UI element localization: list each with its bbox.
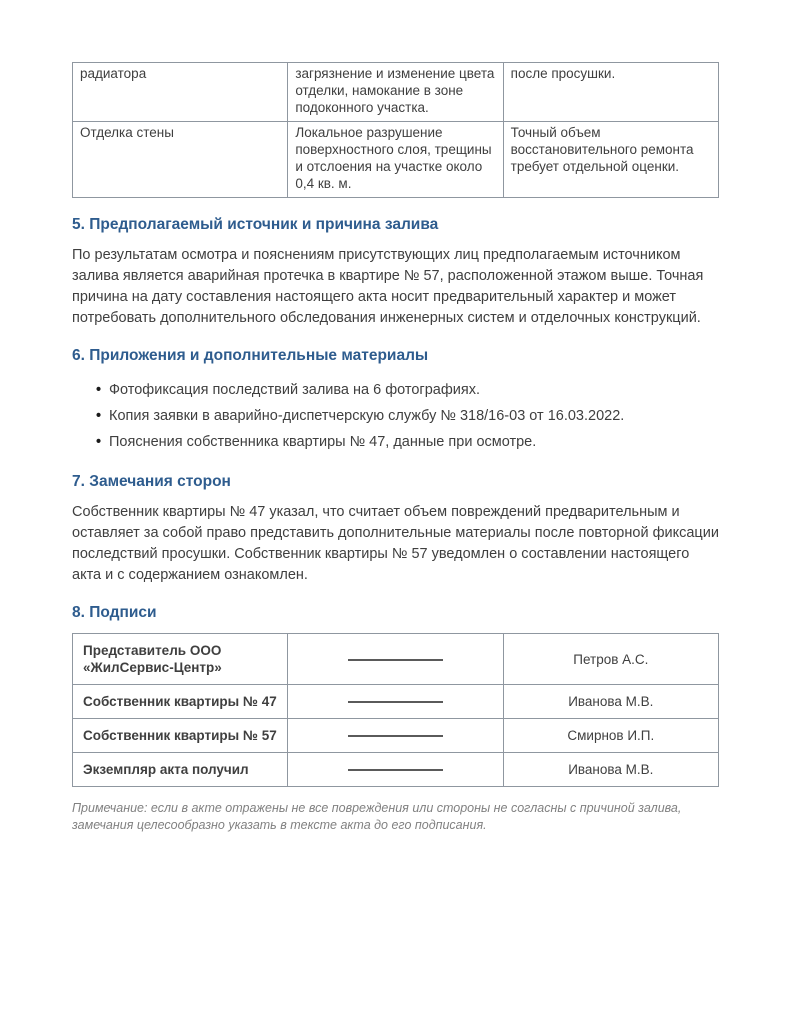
signature-name: Смирнов И.П. [503,719,718,753]
signature-name: Иванова М.В. [503,685,718,719]
signature-line-cell [288,634,503,685]
table-row [73,634,719,685]
section-heading-remarks: 7. Замечания сторон [72,473,231,490]
list-item-text: Пояснения собственника квартиры № 47, данные при осмотре. [109,434,537,450]
signature-role: Собственник квартиры № 57 [73,719,288,753]
signature-name: Иванова М.В. [503,753,718,787]
signature-role: Представитель ООО «ЖилСервис-Центр» [73,634,288,685]
attachments-list [72,377,719,455]
signature-line [348,701,443,703]
section-heading-signatures: 8. Подписи [72,604,157,621]
list-item [96,403,719,429]
section-heading-source: 5. Предполагаемый источник и причина залива [72,216,439,233]
table-row [73,685,719,719]
damage-element-cell: радиатора [73,63,288,122]
table-row [73,63,719,122]
bullet-icon: • [96,408,102,424]
section-heading-attachments: 6. Приложения и дополнительные материалы [72,347,429,364]
bullet-icon: • [96,434,102,450]
damage-description-cell: загрязнение и изменение цвета отделки, намокание в зоне подоконного участка. [288,63,503,122]
list-item [96,377,719,403]
list-item-text: Копия заявки в аварийно-диспетчерскую службу № 318/16-03 от 16.03.2022. [109,408,625,424]
signatures-table [72,633,719,787]
table-row [73,719,719,753]
signature-line [348,735,443,737]
damage-recommendation-cell: после просушки. [503,63,718,122]
signature-line-cell [288,719,503,753]
signature-role: Экземпляр акта получил [73,753,288,787]
damage-recommendation-cell: Точный объем восстановительного ремонта требует отдельной оценки. [503,122,718,198]
signature-name: Петров А.С. [503,634,718,685]
signature-line-cell [288,685,503,719]
bullet-icon: • [96,382,102,398]
signature-line [348,659,443,661]
damage-description-cell: Локальное разрушение поверхностного слоя, трещины и отслоения на участке около 0,4 кв. м. [288,122,503,198]
list-item-text: Фотофиксация последствий залива на 6 фотографиях. [109,382,480,398]
signature-line-cell [288,753,503,787]
table-row [73,122,719,198]
list-item [96,429,719,455]
damage-element-cell: Отделка стены [73,122,288,198]
table-row [73,753,719,787]
damage-table [72,62,719,198]
signature-role: Собственник квартиры № 47 [73,685,288,719]
footnote: Примечание: если в акте отражены не все повреждения или стороны не согласны с причиной залива, замечания целесообразно указать в тексте акта до его подписания. [72,801,682,832]
signature-line [348,769,443,771]
document-content [72,62,719,834]
section-remarks-paragraph: Собственник квартиры № 47 указал, что считает объем повреждений предварительным и оставляет за собой право представить дополнительные материалы после повторной фиксации последствий просушки. Собственник квартиры № 57 уведомлен о составлении настоящего акта и с содержанием ознакомлен. [72,504,719,583]
section-source-paragraph: По результатам осмотра и пояснениям присутствующих лиц предполагаемым источником залива является аварийная протечка в квартире № 57, расположенной этажом выше. Точная причина на дату составления настоящего акта носит предварительный характер и может потребовать дополнительного обследования инженерных систем и отделочных конструкций. [72,247,704,326]
